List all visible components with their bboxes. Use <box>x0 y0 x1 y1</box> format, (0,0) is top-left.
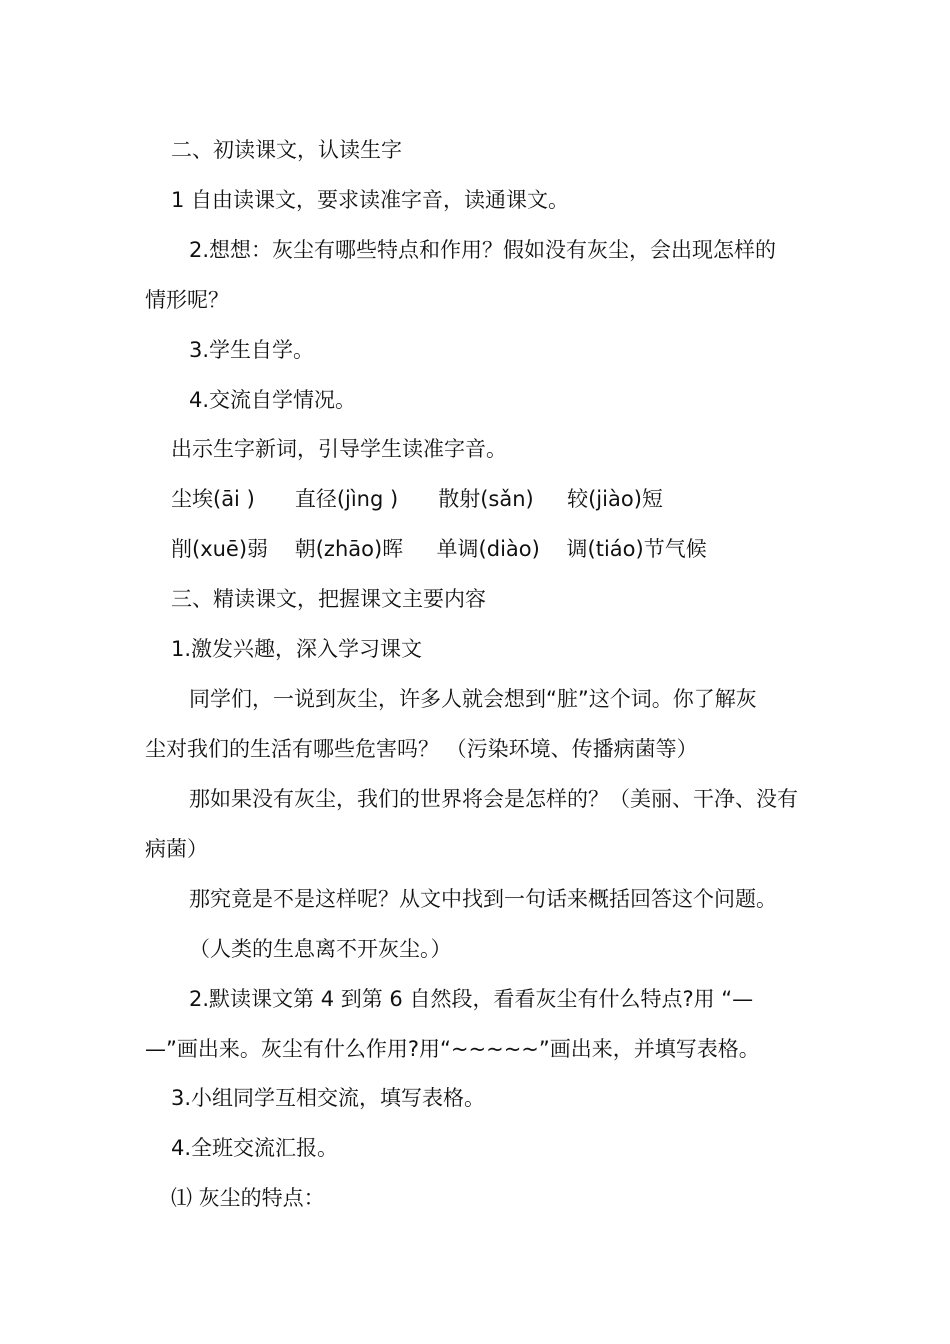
section-heading-3: 三、精读课文，把握课文主要内容 <box>171 587 486 611</box>
paragraph-line: 1 自由读课文，要求读准字音，读通课文。 <box>171 188 570 212</box>
paragraph-line: 那究竟是不是这样呢？从文中找到一句话来概括回答这个问题。 <box>189 887 777 911</box>
vocab-line: 削(xuē)弱 朝(zhāo)晖 单调(diào) 调(tiáo)节气候 <box>171 537 707 561</box>
paragraph-line: —”画出来。灰尘有什么作用?用“~~~~~”画出来，并填写表格。 <box>145 1037 760 1061</box>
paragraph-line: 同学们，一说到灰尘，许多人就会想到“脏”这个词。你了解灰 <box>189 687 757 711</box>
paragraph-line: 4.交流自学情况。 <box>189 388 357 412</box>
paragraph-line: 4.全班交流汇报。 <box>171 1136 339 1160</box>
section-heading-2: 二、初读课文，认读生字 <box>171 138 402 162</box>
paragraph-line: 病菌） <box>145 837 208 861</box>
paragraph-line: 3.小组同学互相交流，填写表格。 <box>171 1086 486 1110</box>
paragraph-line: ⑴ 灰尘的特点： <box>171 1186 325 1210</box>
paragraph-line: 那如果没有灰尘，我们的世界将会是怎样的？（美丽、干净、没有 <box>189 787 798 811</box>
paragraph-line: （人类的生息离不开灰尘。） <box>189 937 452 961</box>
paragraph-line: 1.激发兴趣，深入学习课文 <box>171 637 423 661</box>
paragraph-line: 2.默读课文第 4 到第 6 自然段，看看灰尘有什么特点?用 “— <box>189 987 754 1011</box>
paragraph-line: 情形呢？ <box>145 288 229 312</box>
paragraph-line: 3.学生自学。 <box>189 338 315 362</box>
paragraph-line: 尘对我们的生活有哪些危害吗？ （污染环境、传播病菌等） <box>145 737 698 761</box>
paragraph-line: 出示生字新词，引导学生读准字音。 <box>171 437 507 461</box>
vocab-line: 尘埃(āi ) 直径(jìng ) 散射(sǎn) 较(jiào)短 <box>171 487 663 511</box>
paragraph-line: 2.想想：灰尘有哪些特点和作用？假如没有灰尘，会出现怎样的 <box>189 238 777 262</box>
